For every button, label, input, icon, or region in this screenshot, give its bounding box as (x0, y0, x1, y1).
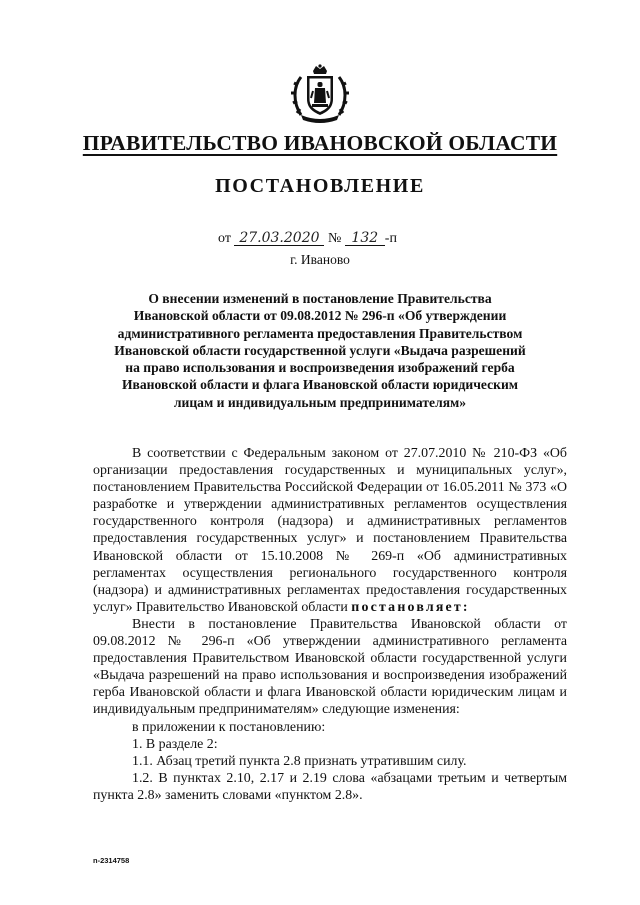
legal-basis-text: В соответствии с Федеральным законом от 27.07.2010 № 210-ФЗ «Об организации предоставления государственных и муниципальных услуг», постановлением Правительства Российской Федерации от 16.05.2011 № 373 «О разработке и утверждении административных регламентов осуществления государственного контроля (надзора) и административных регламентов предоставления государственных услуг» и постановлением Правительства Ивановской области от 15.10.2008 № 269-п «Об административных регламентах осуществления регионального государственного контроля (надзора) и административных регламентах предоставления государственных услуг» Правительство Ивановской области (93, 446, 567, 615)
document-date: 27.03.2020 (234, 231, 324, 246)
document-subject: О внесении изменений в постановление Правительства Ивановской области от 09.08.2012 № 296-п «Об утверждении административного регламента предоставления Правительством Ивановской области государственной услуги «Выдача разрешений на право использования и воспроизведения изображений герба Ивановской области и флага Ивановской области юридическим лицам и индивидуальным предпринимателям» (114, 291, 526, 410)
item-1-2: 1.2. В пунктах 2.10, 2.17 и 2.19 слова «абзацами третьим и четвертым пункта 2.8» заменить словами «пунктом 2.8». (93, 770, 567, 803)
item-1: 1. В разделе 2: (132, 736, 218, 752)
paragraph-legal-basis (93, 445, 567, 616)
document-body (93, 445, 567, 804)
date-prefix: от (218, 231, 231, 246)
resolves-keyword: постановляет: (351, 599, 470, 615)
item-appendix: в приложении к постановлению: (132, 719, 326, 735)
document-date-number (218, 231, 397, 247)
number-prefix: № (327, 231, 342, 246)
document-type: ПОСТАНОВЛЕНИЕ (215, 175, 425, 197)
city: г. Иваново (290, 252, 350, 267)
item-1-1: 1.1. Абзац третий пункта 2.8 признать утратившим силу. (132, 753, 467, 769)
organization-title: ПРАВИТЕЛЬСТВО ИВАНОВСКОЙ ОБЛАСТИ (82, 131, 558, 155)
number-suffix: -п (384, 231, 397, 246)
coat-of-arms-icon (289, 63, 351, 125)
document-number: 132 (345, 231, 385, 246)
footer-code: n-2314758 (93, 856, 130, 865)
paragraph-amendment: Внести в постановление Правительства Ивановской области от 09.08.2012 № 296-п «Об утверждении административного регламента предоставления Правительством Ивановской области государственной услуги «Выдача разрешений на право использования и воспроизведения изображений герба Ивановской области и флага Ивановской области юридическим лицам и индивидуальным предпринимателям» следующие изменения: (93, 616, 567, 718)
